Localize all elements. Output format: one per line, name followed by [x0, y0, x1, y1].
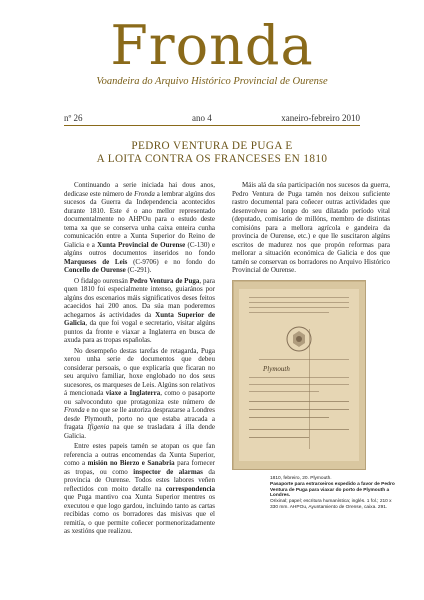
article-title [0, 140, 424, 166]
passport-document-image [232, 280, 366, 470]
figure-caption [270, 476, 396, 511]
article-title-line-1: PEDRO VENTURA DE PUGA E [131, 140, 293, 152]
document-fold-line [309, 329, 311, 449]
paragraph-2: O fidalgo ourensán Pedro Ventura de Puga, para quen 1810 foi especialmente intenso, guiarános por algúns dos escenarios máis significativos deses feitos acaecidos hai 200 anos. Da súa man poderemos achegarnos ás actividades da Xunta Superior de Galicia, da que foi vogal e secretario, visitar algúns puntos da fronte e viaxar a Inglaterra en busca de axuda para as tropas españolas. [64, 276, 215, 344]
article-right-column [232, 181, 390, 273]
handwritten-place: Plymouth [263, 365, 290, 373]
masthead-subtitle: Voandeira do Arquivo Histórico Provincial de Ourense [96, 76, 328, 87]
caption-date: 1810, febreiro, 20. Plymouth. [270, 476, 332, 481]
paragraph-5: Máis alá da súa participación nos sucesos da guerra, Pedro Ventura de Puga tamén nos deixou suficiente rastro documental para coñecer outras actividades que desenvolveu ao longo do seu dilatado período vital (deputado, comisario de millóns, membro de distintas comisións para a mellora agrícola e gandeira da provincia de Ourense, etc.) e que lle suscitaron algúns escritos de madurez nos que propón reformas para mellorar a situación económica de Galicia e dos que tamén se conservan os borradores no Arquivo Histórico Provincial de Ourense. [232, 181, 390, 273]
paragraph-4: Entre estes papeis tamén se atopan os que fan referencia a outras encomendas da Xunta Superior, como a misión no Bierzo e Sanabria para fornecer as tropas, ou como inspector de alarmas da provincia de Ourense. Todos estes labores veñen reflectidos con moito detalle na correspondencia que Puga mantivo coa Xunta Superior mentres os executou e que logo gardou, incluindo tanto as cartas recibidas como os borradores das misivas que el remitía, o que permite coñecer pormenorizadamente as xestións que realizou. [64, 442, 215, 535]
caption-title: Pasaporte para estrarxeiros expedido a favor de Pedro Ventura de Puga para viaxar do porto de Plymouth a Londres. [270, 481, 395, 499]
masthead [0, 14, 424, 87]
issue-number: nº 26 [64, 113, 83, 123]
masthead-title: Fronda [110, 14, 314, 77]
paragraph-1: Continuando a serie iniciada hai dous anos, dedicase este número de Fronda a lembrar algúns dos sucesos da Guerra da Independencia acontecidos durante 1810. Este é o ano mellor representado documentalmente no AHPOu para o estudo deste tema xa que se conserva unha caixa enteira cunha comunicación entre a Xunta Superior do Reino de Galicia e a Xunta Provincial de Ourense (C-130) e algúns outros documentos inseridos no fondo Marqueses de Leis (C-9706) e no fondo do Concello de Ourense (C-291). [64, 181, 215, 274]
issue-date: xaneiro-febreiro 2010 [281, 113, 360, 123]
article-left-column [64, 181, 215, 551]
article-title-line-2: A LOITA CONTRA OS FRANCESES EN 1810 [96, 153, 328, 165]
paragraph-3: No desempeño destas tarefas de retagarda, Puga xerou unha serie de documentos que debeu considerar persoais, o que explicaría que ficaran no seu arquivo familiar, hoxe englobado no dos seus sucesores, os marqueses de Leis. Algúns son relativos á mencionada viaxe a Inglaterra, como o pasaporte ou salvoconduto que protagoniza este número de Fronda e no que se lle autoriza desprazarse a Londres desde Plymouth, porto no que estaba atracada a fragata Ifigenia na que se trasladara á illa dende Galicia. [64, 346, 215, 440]
issue-bar [64, 113, 360, 126]
passport-paper [239, 289, 359, 461]
issue-year: ano 4 [192, 113, 212, 123]
caption-details: Orixinal; papel; escritura humanística; inglés. 1 fol.; 210 x 330 mm. AHPOu, Ayuntamiento de Orense, caixa. 291. [270, 499, 392, 510]
